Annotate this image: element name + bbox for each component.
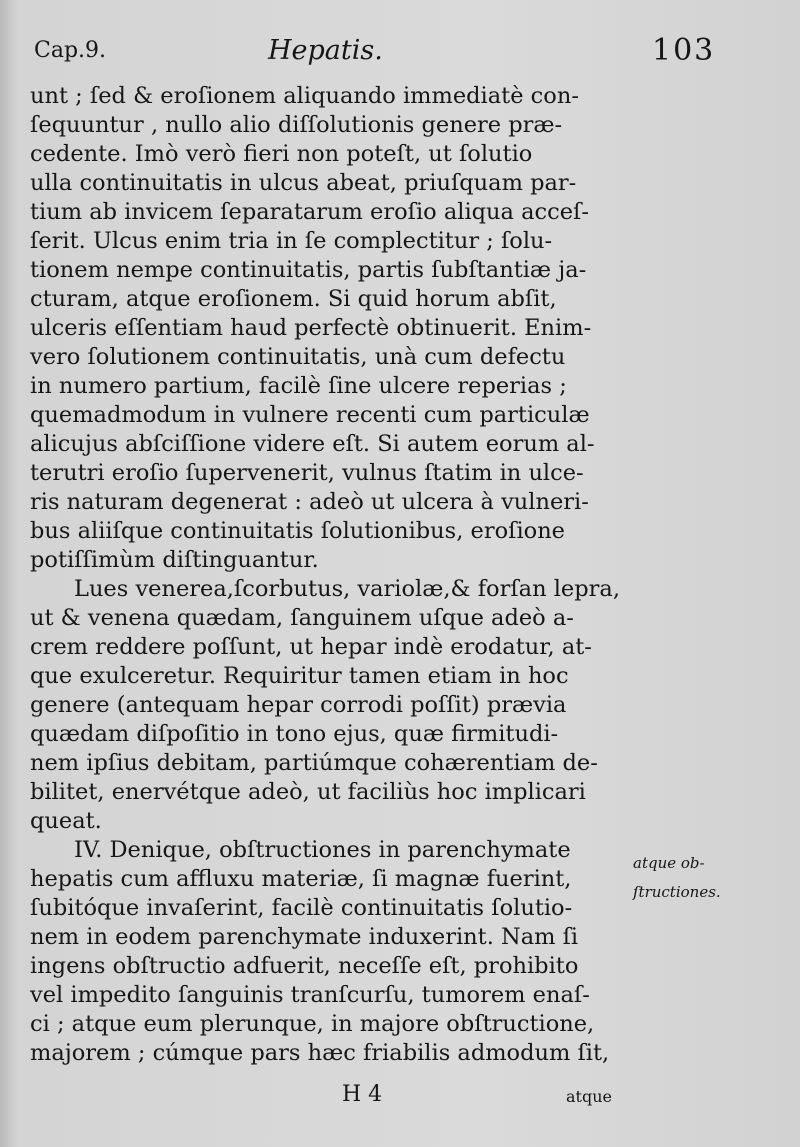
- chapter-label: Cap.9.: [34, 38, 107, 63]
- margin-note-line: ſtructiones.: [633, 883, 721, 901]
- text-line: potiſſimùm diſtinguantur.: [30, 547, 319, 573]
- page-number: 103: [652, 33, 716, 68]
- text-line: ci ; atque eum plerunque, in majore obſtructione,: [30, 1011, 595, 1037]
- text-line: IV. Denique, obſtructiones in parenchymate: [74, 837, 571, 863]
- text-line: nem ipſius debitam, partiúmque cohærentiam de-: [30, 750, 598, 776]
- text-line: genere (antequam hepar corrodi poſſit) prævia: [30, 692, 567, 718]
- text-line: queat.: [30, 808, 102, 834]
- text-line: ingens obſtructio adfuerit, neceſſe eſt, prohibito: [30, 953, 579, 979]
- text-line: alicujus abſciſſione videre eſt. Si autem eorum al-: [30, 431, 595, 457]
- text-line: ris naturam degenerat : adeò ut ulcera à vulneri-: [30, 489, 589, 515]
- text-line: crem reddere poſſunt, ut hepar indè erodatur, at-: [30, 634, 592, 660]
- text-line: vero ſolutionem continuitatis, unà cum defectu: [30, 344, 566, 370]
- text-line: bus aliiſque continuitatis ſolutionibus, eroſione: [30, 518, 566, 544]
- body-text: [30, 82, 630, 1068]
- text-line: hepatis cum affluxu materiæ, ſi magnæ fuerint,: [30, 866, 572, 892]
- text-line: ſerit. Ulcus enim tria in ſe complectitur ; ſolu-: [30, 228, 553, 254]
- catchword: atque: [566, 1087, 612, 1106]
- text-line: nem in eodem parenchymate induxerint. Nam ſi: [30, 924, 579, 950]
- text-line: que exulceretur. Requiritur tamen etiam in hoc: [30, 663, 569, 689]
- text-line: quemadmodum in vulnere recenti cum particulæ: [30, 402, 590, 428]
- text-line: ulceris eſſentiam haud perfectè obtinuerit. Enim-: [30, 315, 592, 341]
- text-line: tium ab invicem ſeparatarum eroſio aliqua acceſ-: [30, 199, 589, 225]
- text-line: vel impedito ſanguinis tranſcurſu, tumorem enaſ-: [30, 982, 590, 1008]
- text-line: ut & venena quædam, ſanguinem uſque adeò a-: [30, 605, 574, 631]
- text-line: unt ; ſed & eroſionem aliquando immediatè con-: [30, 83, 579, 109]
- signature-mark: H 4: [342, 1082, 383, 1107]
- text-line: Lues venerea,ſcorbutus, variolæ,& forſan lepra,: [74, 576, 620, 602]
- margin-note-line: atque ob-: [633, 854, 705, 872]
- text-line: tionem nempe continuitatis, partis ſubſtantiæ ja-: [30, 257, 587, 283]
- text-line: ſubitóque invaſerint, facilè continuitatis ſolutio-: [30, 895, 573, 921]
- text-line: majorem ; cúmque pars hæc friabilis admodum ſit,: [30, 1040, 610, 1066]
- text-line: in numero partium, facilè ſine ulcere reperias ;: [30, 373, 567, 399]
- text-line: terutri eroſio ſupervenerit, vulnus ſtatim in ulce-: [30, 460, 584, 486]
- text-line: bilitet, enervétque adeò, ut faciliùs hoc implicari: [30, 779, 586, 805]
- text-line: cturam, atque eroſionem. Si quid horum abſit,: [30, 286, 557, 312]
- running-title: Hepatis.: [268, 35, 383, 66]
- text-line: ſequuntur , nullo alio diſſolutionis genere præ-: [30, 112, 563, 138]
- text-line: ulla continuitatis in ulcus abeat, priuſquam par-: [30, 170, 577, 196]
- text-line: quædam diſpoſitio in tono ejus, quæ firmitudi-: [30, 721, 559, 747]
- text-line: cedente. Imò verò fieri non poteſt, ut ſolutio: [30, 141, 533, 167]
